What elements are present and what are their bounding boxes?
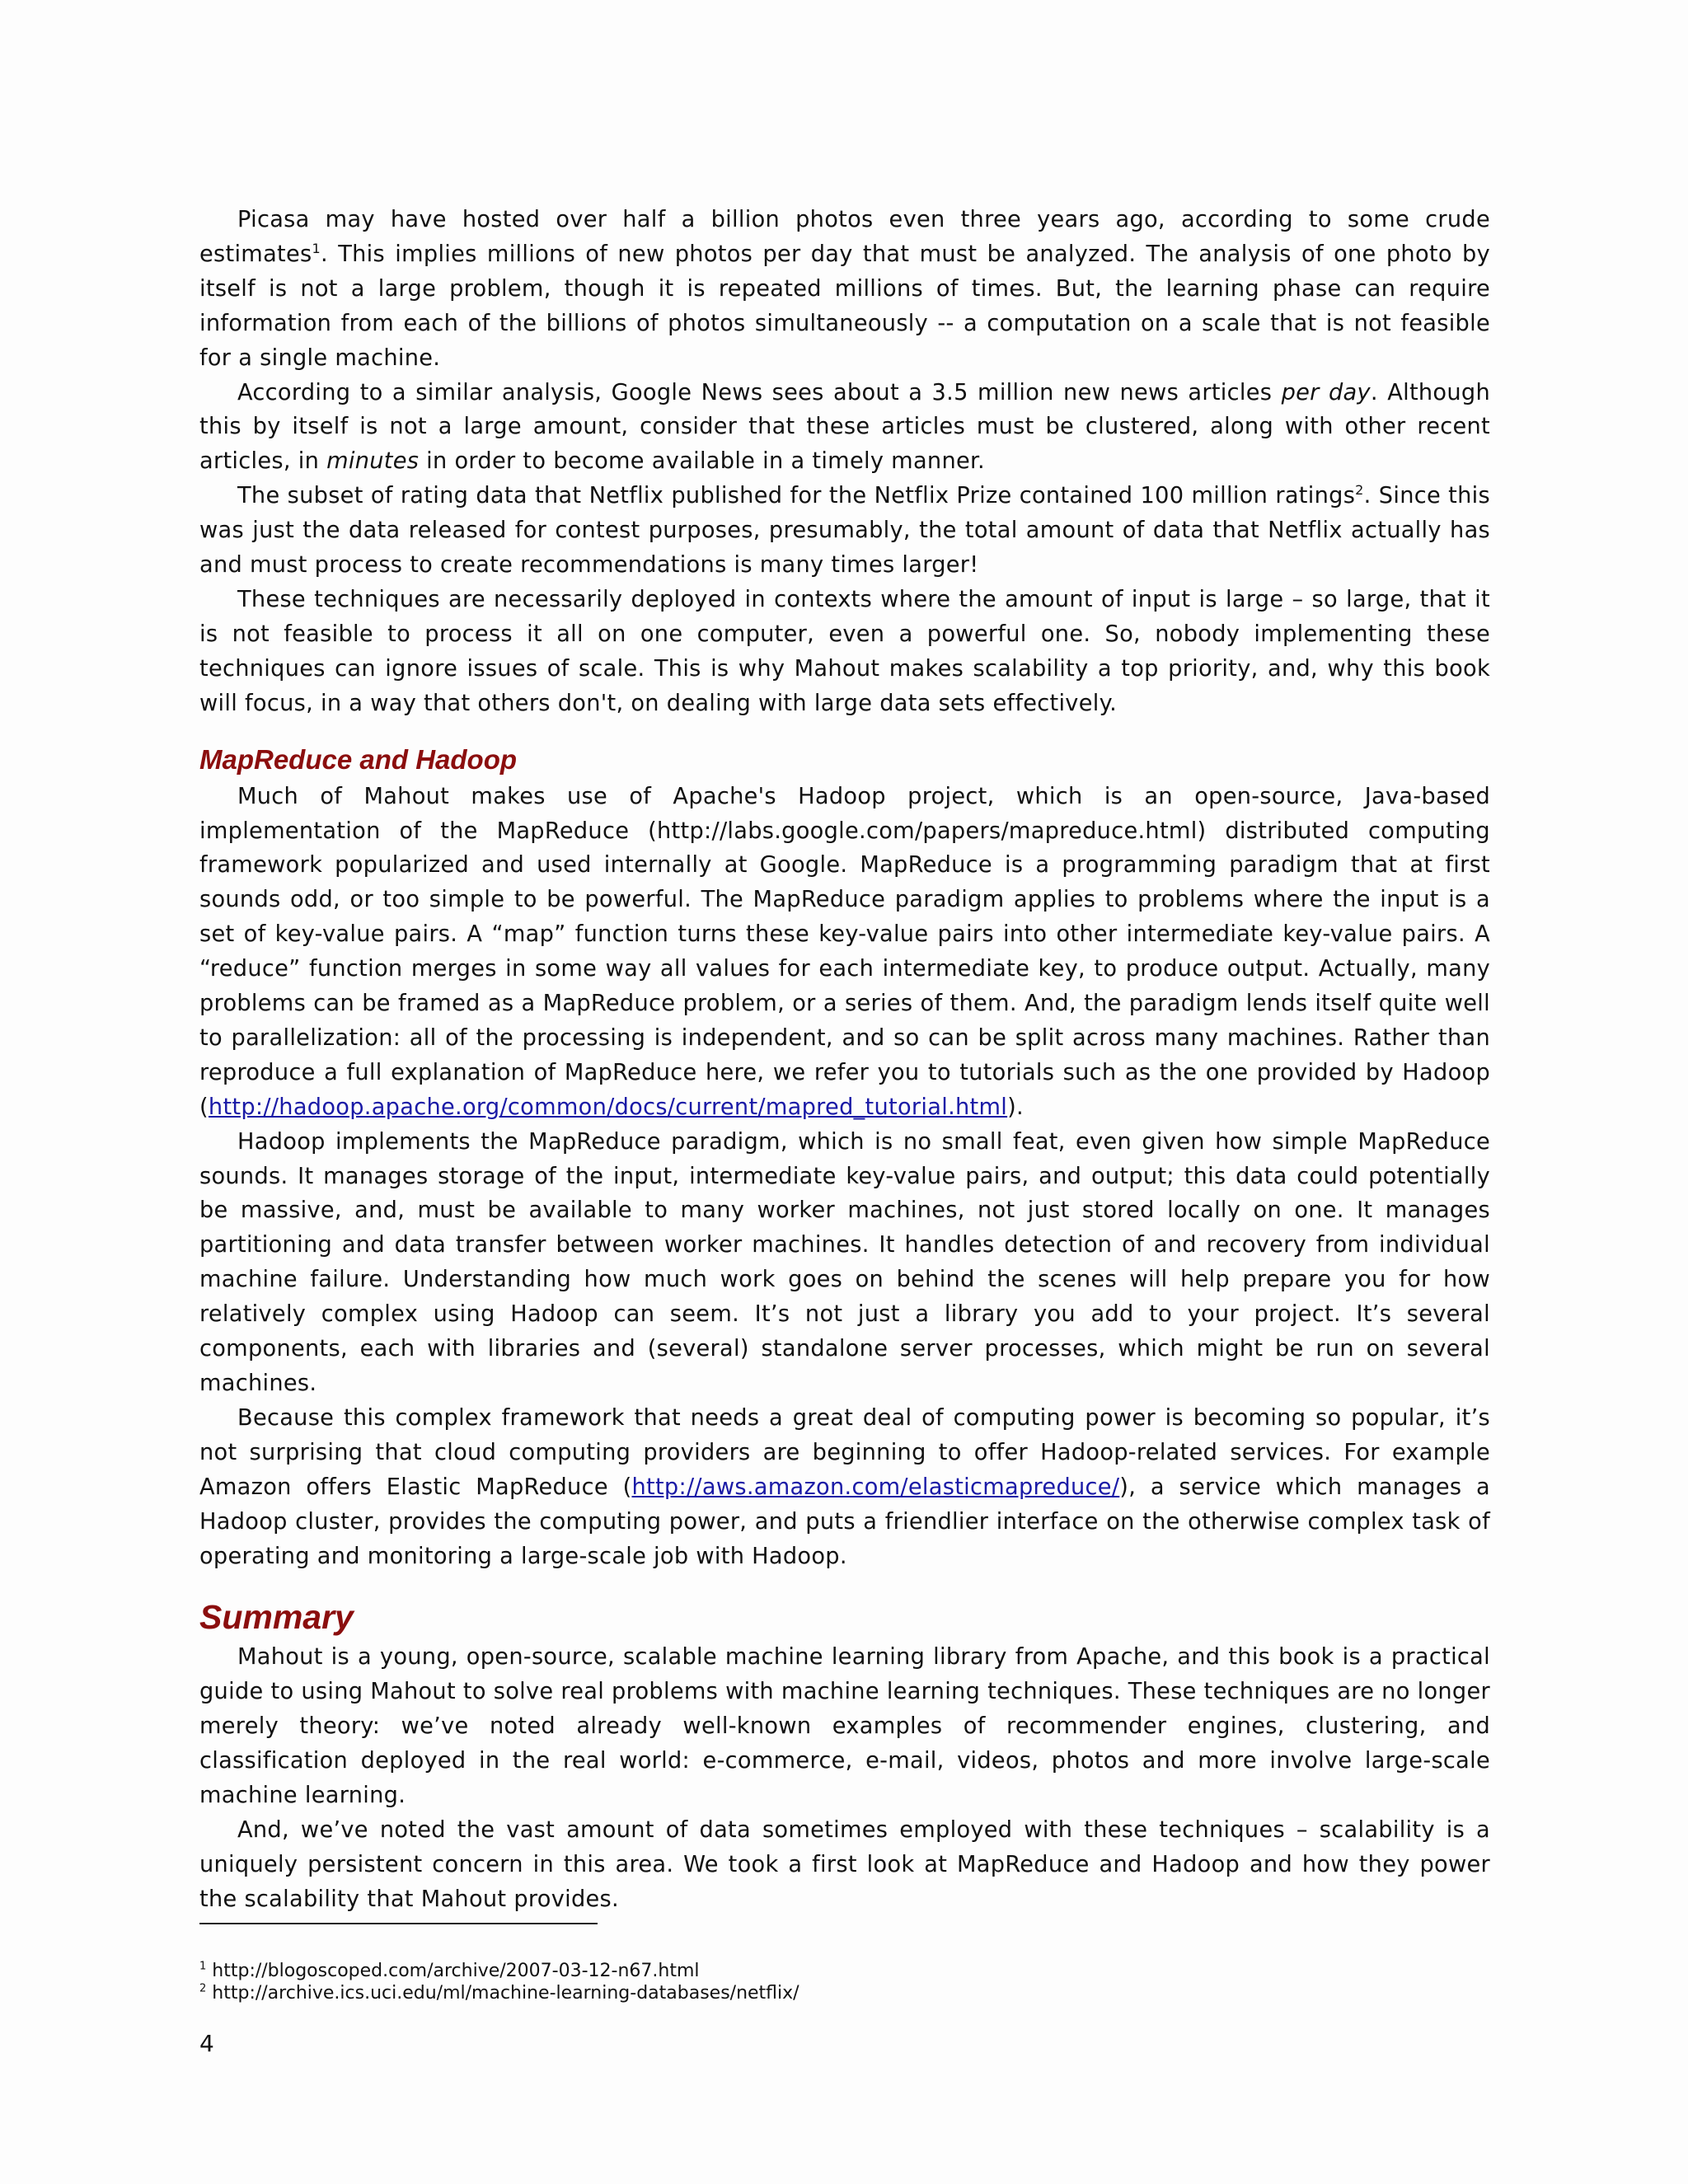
emphasis-text: minutes	[326, 448, 420, 475]
mapreduce-heading: MapReduce and Hadoop	[199, 743, 518, 775]
footnote-1-mark: 1	[199, 1960, 207, 1973]
emphasis-text: per day	[1281, 379, 1371, 405]
summary-section	[199, 1640, 1490, 1916]
hyperlink[interactable]: http://aws.amazon.com/elasticmapreduce/	[631, 1474, 1120, 1500]
footnote-divider	[199, 1923, 598, 1924]
mapreduce-paragraph-3: Because this complex framework that needs a great deal of computing power is becoming so popular, it’s not surprising that cloud computing providers are beginning to offer Hadoop-related services. For example Amazon offers Elastic MapReduce (http://aws.amazon.com/elasticmapreduce/), a service which manages a Hadoop cluster, provides the computing power, and puts a friendlier interface on the otherwise complex task of operating and monitoring a large-scale job with Hadoop.	[199, 1404, 1491, 1569]
mapreduce-section	[199, 780, 1490, 1574]
footnote-1	[199, 1960, 799, 1982]
intro-section	[199, 203, 1490, 721]
summary-heading: Summary	[199, 1598, 354, 1637]
footnote-2	[199, 1982, 799, 2004]
intro-paragraph-4: These techniques are necessarily deployed in contexts where the amount of input is large – so large, that it is not feasible to process it all on one computer, even a powerful one. So, nobody implementing these techniques can ignore issues of scale. This is why Mahout makes scalability a top priority, and, why this book will focus, in a way that others don't, on dealing with large data sets effectively.	[199, 586, 1490, 716]
summary-paragraph-2: And, we’ve noted the vast amount of data sometimes employed with these techniques – scalability is a uniquely persistent concern in this area. We took a first look at MapReduce and Hadoop and how they power the scalability that Mahout provides.	[199, 1816, 1490, 1912]
intro-paragraph-2: According to a similar analysis, Google News sees about a 3.5 million new news articles per day. Although this by itself is not a large amount, consider that these articles must be clustered, along with other recent articles, in minutes in order to become available in a timely manner.	[199, 379, 1490, 475]
intro-paragraph-1: Picasa may have hosted over half a billion photos even three years ago, according to some crude estimates$^1$. This implies millions of new photos per day that must be analyzed. The analysis of one photo by itself is not a large problem, though it is repeated millions of times. But, the learning phase can require information from each of the billions of photos simultaneously -- a computation on a scale that is not feasible for a single machine.	[199, 207, 1490, 371]
footnote-reference: 2	[1355, 482, 1364, 499]
mapreduce-paragraph-2: Hadoop implements the MapReduce paradigm, which is no small feat, even given how simple MapReduce sounds. It manages storage of the input, intermediate key-value pairs, and output; this data could potentially be massive, and, must be available to many worker machines, not just stored locally on one. It manages partitioning and data transfer between worker machines. It handles detection of and recovery from individual machine failure. Understanding how much work goes on behind the scenes will help prepare you for how relatively complex using Hadoop can seem. It’s not just a library you add to your project. It’s several components, each with libraries and (several) standalone server processes, which might be run on several machines.	[199, 1128, 1490, 1396]
footnote-reference: 1	[312, 240, 321, 256]
footnote-2-text: http://archive.ics.uci.edu/ml/machine-learning-databases/netflix/	[212, 1983, 799, 2004]
summary-paragraph-1: Mahout is a young, open-source, scalable machine learning library from Apache, and this book is a practical guide to using Mahout to solve real problems with machine learning techniques. These techniques are no longer merely theory: we’ve noted already well-known examples of recommender engines, clustering, and classification deployed in the real world: e-commerce, e-mail, videos, photos and more involve large-scale machine learning.	[199, 1644, 1490, 1809]
page-number: 4	[199, 2030, 214, 2057]
page-body	[199, 203, 1490, 1917]
hyperlink[interactable]: http://hadoop.apache.org/common/docs/current/mapred_tutorial.html	[208, 1094, 1008, 1120]
mapreduce-paragraph-1: Much of Mahout makes use of Apache's Hadoop project, which is an open-source, Java-based implementation of the MapReduce (http://labs.google.com/papers/mapreduce.html) distributed computing framework popularized and used internally at Google. MapReduce is a programming paradigm that at first sounds odd, or too simple to be powerful. The MapReduce paradigm applies to problems where the input is a set of key-value pairs. A “map” function turns these key-value pairs into other intermediate key-value pairs. A “reduce” function merges in some way all values for each intermediate key, to produce output. Actually, many problems can be framed as a MapReduce problem, or a series of them. And, the paradigm lends itself quite well to parallelization: all of the processing is independent, and so can be split across many machines. Rather than reproduce a full explanation of MapReduce here, we refer you to tutorials such as the one provided by Hadoop (http://hadoop.apache.org/common/docs/current/mapred_tutorial.html).	[199, 783, 1490, 1120]
footnotes	[199, 1960, 799, 2004]
footnote-1-text: http://blogoscoped.com/archive/2007-03-12-n67.html	[212, 1961, 700, 1981]
intro-paragraph-3: The subset of rating data that Netflix published for the Netflix Prize contained 100 million ratings$^2$. Since this was just the data released for contest purposes, presumably, the total amount of data that Netflix actually has and must process to create recommendations is many times larger!	[199, 482, 1490, 579]
footnote-2-mark: 2	[199, 1982, 207, 1995]
